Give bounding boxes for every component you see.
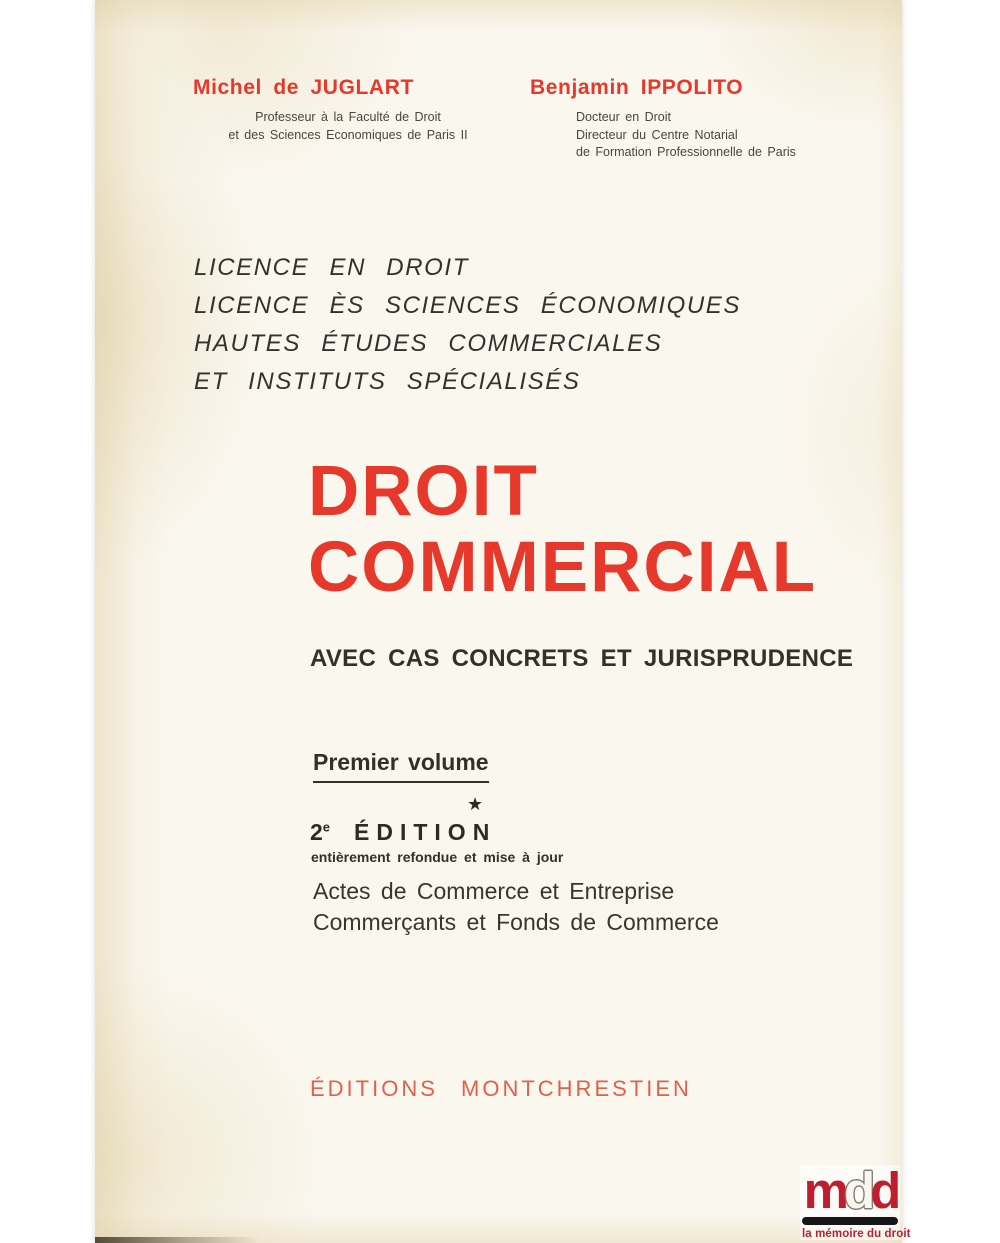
publisher-name: ÉDITIONS MONTCHRESTIEN [310, 1076, 692, 1101]
book-subtitle: AVEC CAS CONCRETS ET JURISPRUDENCE [310, 645, 854, 672]
audience-list [194, 249, 741, 401]
edition-line [310, 819, 496, 846]
contents-lines [313, 876, 719, 938]
logo-tagline: la mémoire du droit [802, 1228, 911, 1240]
book-title-line1: DROIT [308, 452, 539, 531]
contents-line: Commerçants et Fonds de Commerce [313, 909, 719, 935]
contents-line: Actes de Commerce et Entreprise [313, 878, 675, 904]
author-left [193, 76, 530, 162]
edition-ordinal-suffix: e [322, 819, 331, 835]
book-title [308, 454, 817, 606]
author-affiliation [193, 109, 503, 144]
author-right [530, 76, 796, 162]
author-affiliation-line: Directeur du Centre Notarial [576, 127, 738, 142]
author-name: Michel de JUGLART [193, 76, 414, 99]
edition-word: ÉDITION [354, 819, 497, 845]
audience-line: HAUTES ÉTUDES COMMERCIALES [194, 330, 663, 357]
author-affiliation-line: de Formation Professionnelle de Paris [576, 145, 796, 159]
logo-letter-d: d [870, 1162, 897, 1219]
author-name: Benjamin IPPOLITO [530, 76, 744, 99]
scan-edge-shadow [95, 1237, 260, 1243]
logo-letter-m: m [803, 1162, 845, 1219]
audience-line: LICENCE EN DROIT [194, 254, 469, 281]
edition-note: entièrement refondue et mise à jour [311, 849, 564, 865]
volume-label: Premier volume [313, 749, 489, 783]
author-affiliation-line: et des Sciences Economiques de Paris II [228, 127, 468, 142]
author-affiliation-line: Docteur en Droit [576, 110, 672, 124]
logo-letter-d-outline: d [844, 1162, 871, 1219]
audience-line: ET INSTITUTS SPÉCIALISÉS [194, 368, 581, 395]
book-cover-page [95, 0, 911, 1243]
audience-line: LICENCE ÈS SCIENCES ÉCONOMIQUES [194, 292, 742, 319]
author-affiliation-line: Professeur à la Faculté de Droit [255, 110, 441, 124]
author-affiliation [576, 109, 796, 162]
authors-section [193, 76, 796, 162]
book-title-line2: COMMERCIAL [308, 528, 818, 607]
star-icon: ★ [467, 794, 484, 814]
mdd-logo-letters [802, 1162, 898, 1219]
mdd-logo [800, 1162, 911, 1240]
edition-number: 2 [310, 819, 323, 845]
